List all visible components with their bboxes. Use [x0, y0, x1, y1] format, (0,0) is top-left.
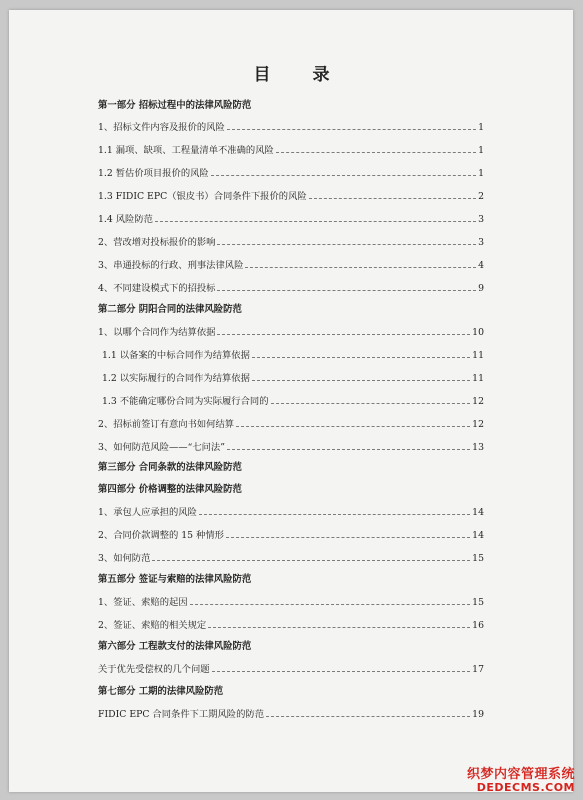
- toc-entry-label: 关于优先受偿权的几个问题: [98, 664, 210, 675]
- toc-entry-label: 1、签证、索赔的起因: [98, 597, 188, 608]
- toc-entry-page: 13: [472, 442, 484, 453]
- toc-entry-page: 1: [478, 122, 484, 133]
- toc-entry-label: 3、如何防范风险——“七问法”: [98, 442, 225, 453]
- dot-leader: [211, 175, 476, 176]
- watermark-logo: [467, 768, 575, 794]
- toc-entry-page: 15: [472, 597, 484, 608]
- toc-entry-label: 2、招标前签订有意向书如何结算: [98, 419, 235, 430]
- toc-entry-page: 19: [472, 709, 484, 720]
- section-heading: 第六部分 工程款支付的法律风险防范: [98, 641, 252, 652]
- toc-entry[interactable]: [98, 213, 484, 227]
- toc-entry-page: 2: [478, 191, 484, 202]
- section-heading: 第一部分 招标过程中的法律风险防范: [98, 100, 252, 111]
- dot-leader: [236, 426, 470, 427]
- toc-entry-label: 2、营改增对投标报价的影响: [98, 237, 216, 248]
- toc-entry-label: 3、如何防范: [98, 553, 151, 564]
- toc-entry[interactable]: [98, 144, 484, 158]
- dot-leader: [155, 221, 476, 222]
- section-heading: 第三部分 合同条款的法律风险防范: [98, 462, 242, 473]
- toc-entry-label: 1、承包人应承担的风险: [98, 507, 197, 518]
- toc-entry-label: 2、签证、索赔的相关规定: [98, 620, 207, 631]
- toc-entry[interactable]: [102, 372, 484, 386]
- toc-entry-page: 12: [472, 396, 484, 407]
- dot-leader: [208, 627, 470, 628]
- toc-entry-label: 4、不同建设模式下的招投标: [98, 283, 216, 294]
- toc-entry-label: 1.2 暂估价项目报价的风险: [98, 168, 209, 179]
- section-heading: 第五部分 签证与索赔的法律风险防范: [98, 574, 252, 585]
- toc-entry[interactable]: [98, 619, 484, 633]
- toc-entry-page: 14: [472, 530, 484, 541]
- toc-entry-label: 2、合同价款调整的 15 种情形: [98, 530, 224, 541]
- toc-entry[interactable]: [98, 529, 484, 543]
- toc-entry-page: 11: [472, 350, 484, 361]
- toc-entry-page: 10: [472, 327, 484, 338]
- toc-entry-page: 3: [478, 214, 484, 225]
- toc-entry[interactable]: [98, 418, 484, 432]
- toc-entry[interactable]: [98, 121, 484, 135]
- dot-leader: [217, 334, 470, 335]
- section-heading: 第七部分 工期的法律风险防范: [98, 686, 224, 697]
- toc-entry-page: 11: [472, 373, 484, 384]
- dot-leader: [252, 380, 470, 381]
- toc-entry[interactable]: [102, 395, 484, 409]
- dot-leader: [212, 671, 471, 672]
- toc-entry-label: 1.1 以备案的中标合同作为结算依据: [102, 350, 250, 361]
- toc-entry[interactable]: [98, 236, 484, 250]
- toc-entry[interactable]: [98, 259, 484, 273]
- toc-entry[interactable]: [98, 552, 484, 566]
- toc-entry[interactable]: [98, 441, 484, 455]
- toc-entry-page: 4: [478, 260, 484, 271]
- dot-leader: [152, 560, 470, 561]
- toc-entry-page: 12: [472, 419, 484, 430]
- toc-entry-label: 1.4 风险防范: [98, 214, 153, 225]
- toc-entry-page: 9: [478, 283, 484, 294]
- toc-entry-label: 1、以哪个合同作为结算依据: [98, 327, 216, 338]
- watermark-cn: 织梦内容管理系统: [466, 766, 575, 782]
- toc-entry[interactable]: [98, 708, 484, 722]
- toc-entry[interactable]: [102, 349, 484, 363]
- dot-leader: [217, 290, 476, 291]
- toc-entry-label: 3、串通投标的行政、刑事法律风险: [98, 260, 244, 271]
- toc-entry[interactable]: [98, 663, 484, 677]
- toc-entry[interactable]: [98, 190, 484, 204]
- dot-leader: [227, 449, 470, 450]
- toc-entry[interactable]: [98, 167, 484, 181]
- dot-leader: [199, 514, 470, 515]
- toc-entry-page: 1: [478, 145, 484, 156]
- toc-entry-page: 3: [478, 237, 484, 248]
- dot-leader: [276, 152, 476, 153]
- toc-entry-label: 1.3 不能确定哪份合同为实际履行合同的: [102, 396, 269, 407]
- toc-entry[interactable]: [98, 506, 484, 520]
- toc-entry-page: 16: [472, 620, 484, 631]
- dot-leader: [217, 244, 476, 245]
- toc-entry[interactable]: [98, 596, 484, 610]
- dot-leader: [226, 537, 470, 538]
- toc-entry[interactable]: [98, 326, 484, 340]
- toc-entry-label: FIDIC EPC 合同条件下工期风险的防范: [98, 709, 264, 720]
- dot-leader: [309, 198, 476, 199]
- toc-entry-page: 17: [472, 664, 484, 675]
- toc-entry-page: 14: [472, 507, 484, 518]
- dot-leader: [271, 403, 471, 404]
- dot-leader: [245, 267, 476, 268]
- dot-leader: [227, 129, 476, 130]
- section-heading: 第二部分 阴阳合同的法律风险防范: [98, 304, 242, 315]
- section-heading: 第四部分 价格调整的法律风险防范: [98, 484, 242, 495]
- toc-entry-label: 1.2 以实际履行的合同作为结算依据: [102, 373, 250, 384]
- toc-entry-label: 1.1 漏项、缺项、工程量清单不准确的风险: [98, 145, 274, 156]
- watermark-en: DEDECMS.COM: [476, 780, 575, 794]
- toc-entry[interactable]: [98, 282, 484, 296]
- toc-title: 目 录: [253, 65, 348, 85]
- dot-leader: [190, 604, 471, 605]
- toc-entry-label: 1.3 FIDIC EPC（银皮书）合同条件下报价的风险: [98, 191, 307, 202]
- toc-entry-label: 1、招标文件内容及报价的风险: [98, 122, 225, 133]
- toc-entry-page: 1: [478, 168, 484, 179]
- dot-leader: [252, 357, 470, 358]
- dot-leader: [266, 716, 470, 717]
- toc-entry-page: 15: [472, 553, 484, 564]
